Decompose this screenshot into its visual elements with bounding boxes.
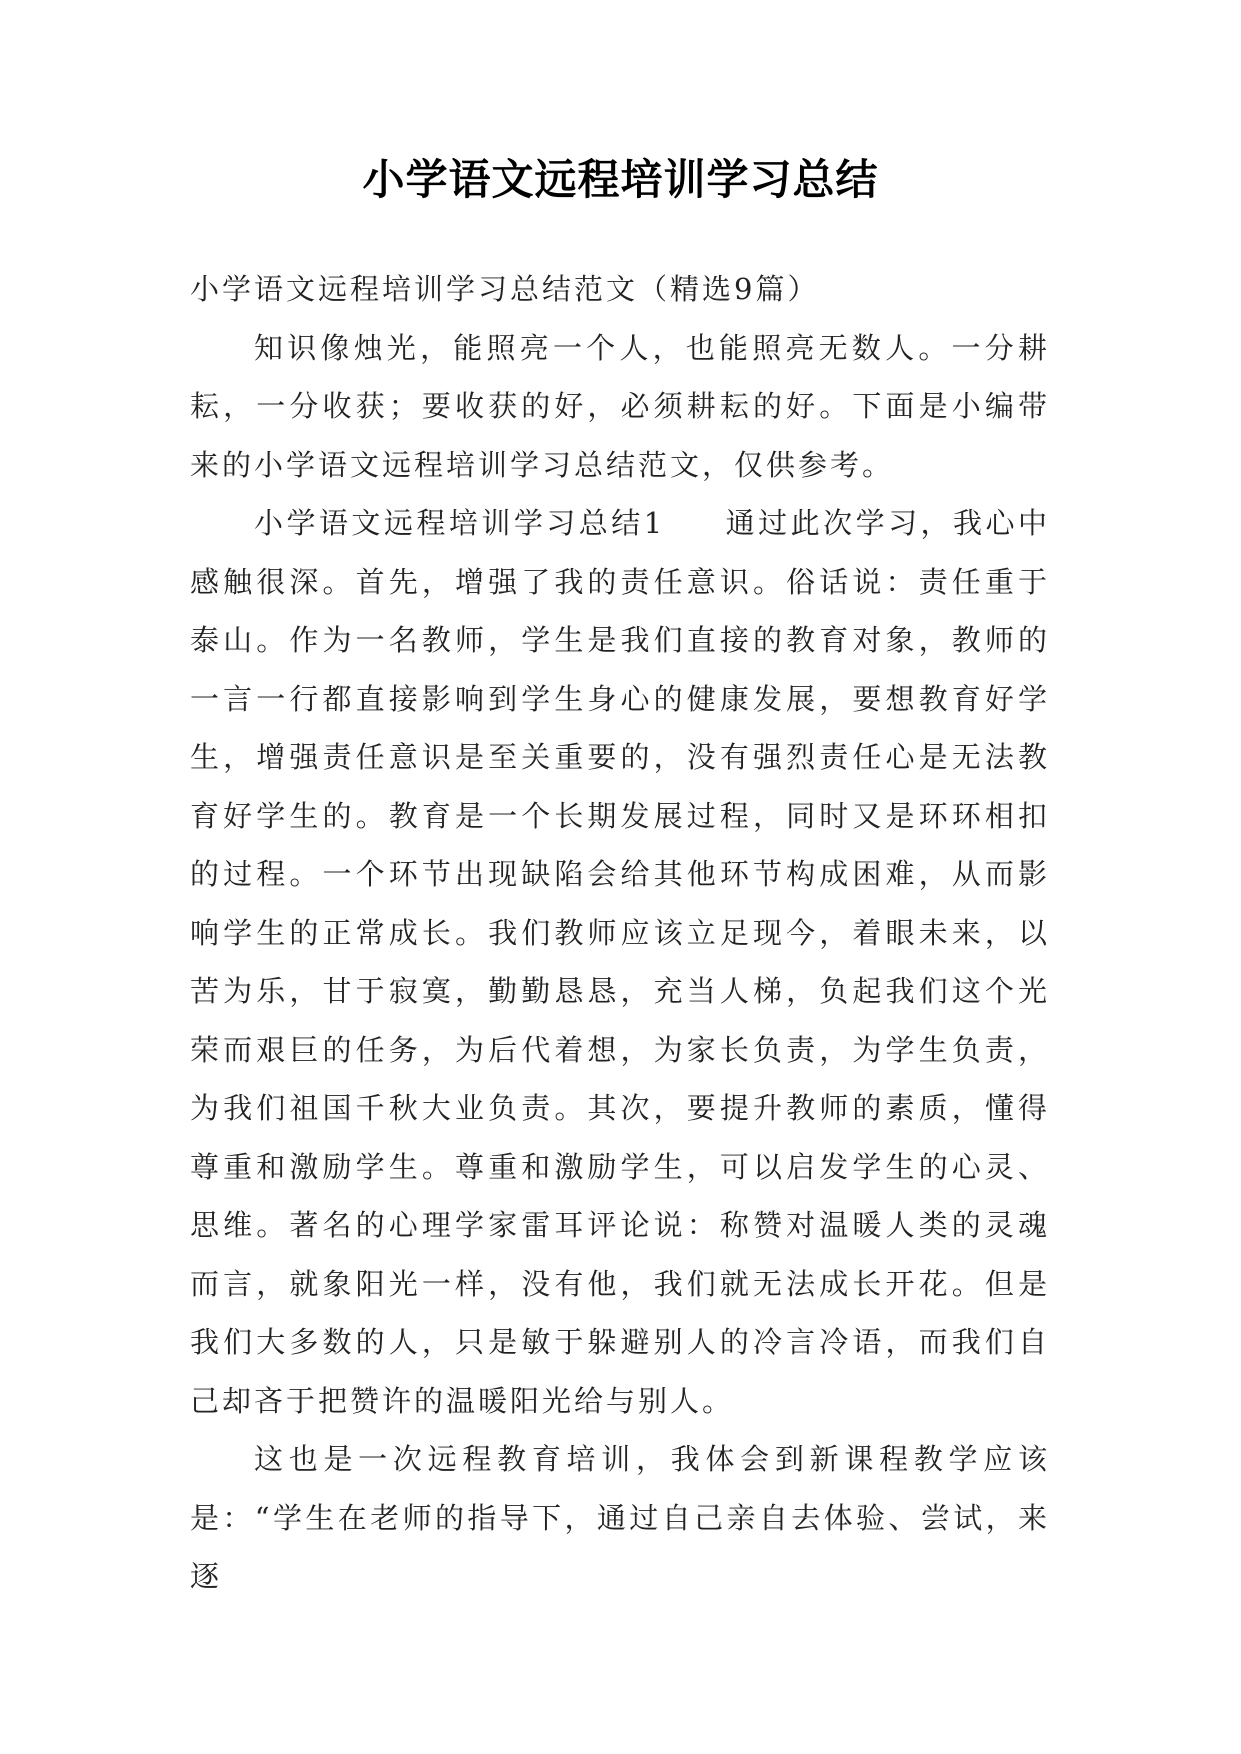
document-title: 小学语文远程培训学习总结 [362, 155, 879, 204]
section1-heading: 小学语文远程培训学习总结1 [254, 506, 666, 540]
section1-paragraph [190, 494, 1050, 1430]
document-body [190, 260, 1050, 1606]
paragraph-3: 这也是一次远程教育培训，我体会到新课程教学应该是：“学生在老师的指导下，通过自己亲自去体验、尝试，来逐 [190, 1442, 1050, 1593]
document-subtitle: 小学语文远程培训学习总结范文（精选9篇） [190, 272, 820, 306]
section1-body: 通过此次学习，我心中感触很深。首先，增强了我的责任意识。俗话说：责任重于泰山。作为一名教师，学生是我们直接的教育对象，教师的一言一行都直接影响到学生身心的健康发展，要想教育好学生，增强责任意识是至关重要的，没有强烈责任心是无法教育好学生的。教育是一个长期发展过程，同时又是环环相扣的过程。一个环节出现缺陷会给其他环节构成困难，从而影响学生的正常成长。我们教师应该立足现今，着眼未来，以苦为乐，甘于寂寞，勤勤恳恳，充当人梯，负起我们这个光荣而艰巨的任务，为后代着想，为家长负责，为学生负责，为我们祖国千秋大业负责。其次，要提升教师的素质，懂得尊重和激励学生。尊重和激励学生，可以启发学生的心灵、思维。著名的心理学家雷耳评论说：称赞对温暖人类的灵魂而言，就象阳光一样，没有他，我们就无法成长开花。但是我们大多数的人，只是敏于躲避别人的冷言冷语，而我们自己却吝于把赞许的温暖阳光给与别人。 [190, 506, 1050, 1418]
intro-paragraph: 知识像烛光，能照亮一个人，也能照亮无数人。一分耕耘，一分收获；要收获的好，必须耕耘的好。下面是小编带来的小学语文远程培训学习总结范文，仅供参考。 [190, 330, 1050, 482]
